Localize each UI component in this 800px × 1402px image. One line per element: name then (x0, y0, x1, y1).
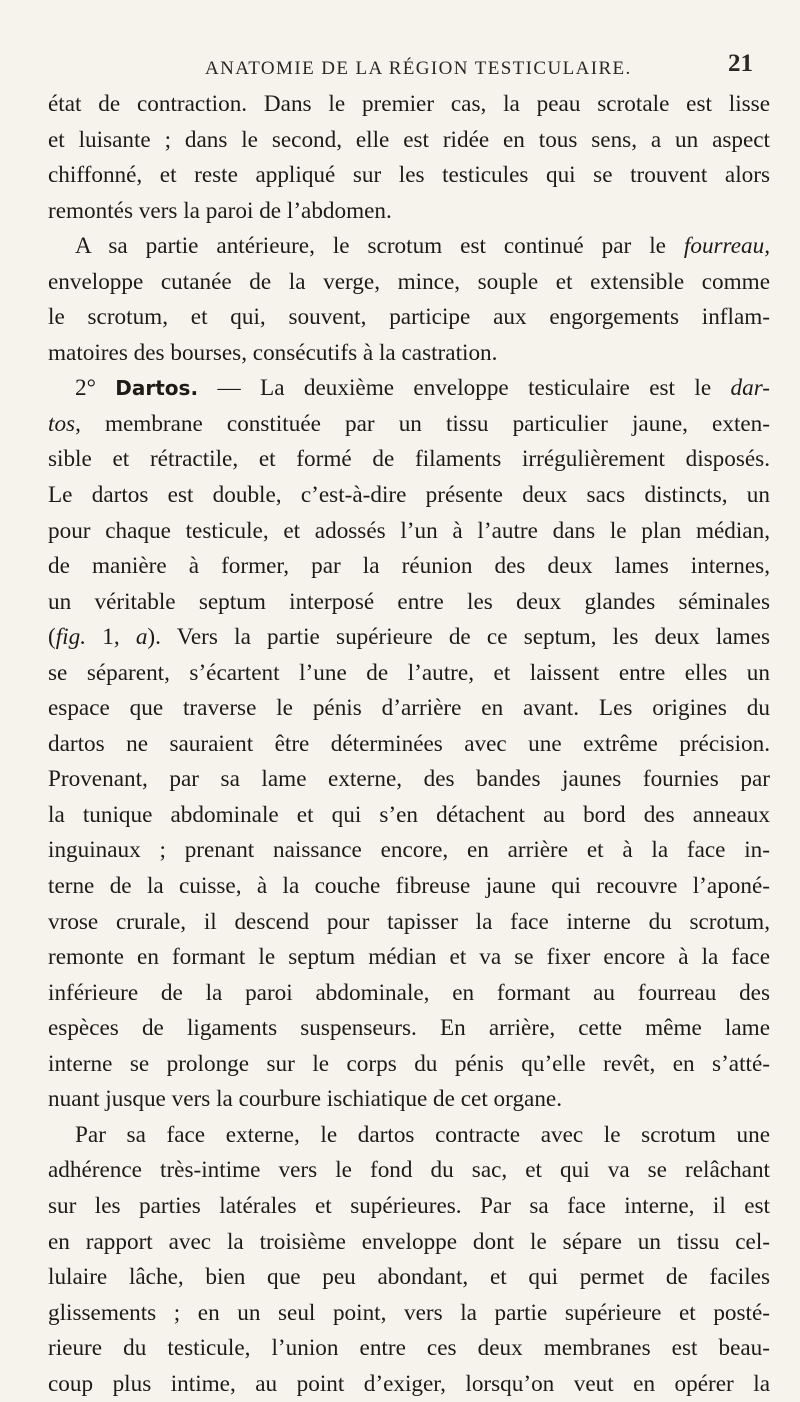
text-line (48, 1189, 770, 1225)
text-run: — La deuxième enveloppe testiculaire est le (198, 375, 731, 402)
text-line (48, 229, 770, 265)
text-line (48, 123, 770, 159)
text-run: un véritable septum interposé entre les deux glandes séminales (48, 588, 770, 615)
body-text (48, 87, 770, 1402)
text-run: de manière à former, par la réunion des deux lames internes, (48, 553, 770, 580)
text-line (48, 1331, 770, 1367)
italic-term: fig. (55, 624, 87, 651)
text-line (48, 691, 770, 727)
page-number: 21 (728, 50, 753, 77)
text-run: pour chaque testicule, et adossés l’un à l’autre dans le plan médian, (48, 517, 770, 544)
text-run: Par sa face externe, le dartos contracte avec le scrotum une (75, 1121, 770, 1148)
text-run: le scrotum, et qui, souvent, participe aux engorgements inflam- (48, 304, 770, 331)
text-line (48, 727, 770, 763)
text-run: terne de la cuisse, à la couche fibreuse jaune qui recouvre l’aponé- (48, 873, 770, 900)
text-run: adhérence très-intime vers le fond du sac, et qui va se relâchant (48, 1157, 770, 1184)
text-run: inférieure de la paroi abdominale, en formant au fourreau des (48, 979, 770, 1006)
text-run: ). Vers la partie supérieure de ce septum, les deux lames (147, 624, 770, 651)
text-run: rieure du testicule, l’union entre ces deux membranes est beau- (48, 1335, 770, 1362)
text-run: lulaire lâche, bien que peu abondant, et qui permet de faciles (48, 1264, 770, 1291)
text-line (48, 940, 770, 976)
text-line (48, 442, 770, 478)
text-line (48, 1011, 770, 1047)
text-run: sur les parties latérales et supérieures. Par sa face interne, il est (48, 1192, 770, 1219)
text-line (48, 620, 770, 656)
section-heading: Dartos. (115, 376, 199, 401)
text-run: dartos ne sauraient être déterminées avec une extrême précision. (48, 730, 770, 757)
text-run: matoires des bourses, consécutifs à la castration. (48, 339, 498, 366)
text-line (48, 1260, 770, 1296)
text-run: , membrane constituée par un tissu particulier jaune, exten- (75, 410, 770, 437)
text-line (48, 1118, 770, 1154)
text-run: 1, (86, 624, 136, 651)
text-run: en rapport avec la troisième enveloppe dont le sépare un tissu cel- (48, 1228, 770, 1255)
text-run: chiffonné, et reste appliqué sur les testicules qui se trouvent alors (48, 162, 770, 189)
text-run: A sa partie antérieure, le scrotum est continué par le (75, 233, 684, 260)
text-line (48, 1047, 770, 1083)
text-line (48, 265, 770, 301)
text-run: 2° (75, 375, 116, 402)
text-line (48, 158, 770, 194)
text-line (48, 300, 770, 336)
text-run: nuant jusque vers la courbure ischiatique de cet organe. (48, 1086, 563, 1113)
italic-term: tos (48, 410, 76, 437)
text-line (48, 1082, 770, 1118)
text-line (48, 478, 770, 514)
text-run: Le dartos est double, c’est-à-dire présente deux sacs distincts, un (48, 482, 770, 509)
text-run: état de contraction. Dans le premier cas, la peau scrotale est lisse (48, 91, 770, 117)
running-title: ANATOMIE DE LA RÉGION TESTICULAIRE. (205, 58, 632, 79)
text-line (48, 549, 770, 585)
text-line (48, 194, 770, 230)
text-run: enveloppe cutanée de la verge, mince, souple et extensible comme (48, 268, 770, 295)
text-line (48, 1225, 770, 1261)
text-run: espace que traverse le pénis d’arrière en avant. Les origines du (48, 695, 770, 722)
text-line (48, 336, 770, 372)
text-run: remontés vers la paroi de l’abdomen. (48, 197, 392, 224)
italic-term: a (135, 624, 148, 651)
text-run: Provenant, par sa lame externe, des bandes jaunes fournies par (48, 766, 770, 793)
text-run: remonte en formant le septum médian et va se fixer encore à la face (48, 944, 770, 971)
text-run: glissements ; en un seul point, vers la partie supérieure et posté- (48, 1299, 770, 1326)
text-line (48, 407, 770, 443)
text-run: espèces de ligaments suspenseurs. En arrière, cette même lame (48, 1015, 770, 1042)
text-line (48, 514, 770, 550)
text-line (48, 371, 770, 407)
text-run: interne se prolonge sur le corps du pénis qu’elle revêt, en s’atté- (48, 1050, 770, 1077)
text-run: se séparent, s’écartent l’une de l’autre, et laissent entre elles un (48, 659, 770, 686)
italic-term: dar- (730, 375, 770, 402)
text-line (48, 833, 770, 869)
text-line (48, 1153, 770, 1189)
text-run: la tunique abdominale et qui s’en détachent au bord des anneaux (48, 801, 770, 828)
text-run: et luisante ; dans le second, elle est ridée en tous sens, a un aspect (48, 126, 770, 153)
text-line (48, 976, 770, 1012)
text-run: vrose crurale, il descend pour tapisser la face interne du scrotum, (48, 908, 770, 935)
text-run: sible et rétractile, et formé de filaments irrégulièrement disposés. (48, 446, 770, 473)
text-line (48, 798, 770, 834)
text-line (48, 1367, 770, 1402)
text-line (48, 905, 770, 941)
text-line (48, 585, 770, 621)
text-run: coup plus intime, au point d’exiger, lorsqu’on veut en opérer la (48, 1370, 770, 1397)
text-line (48, 87, 770, 123)
text-line (48, 869, 770, 905)
text-line (48, 656, 770, 692)
italic-term: fourreau, (683, 233, 770, 260)
text-run: ( (48, 624, 56, 651)
text-run: inguinaux ; prenant naissance encore, en arrière et à la face in- (48, 837, 770, 864)
text-line (48, 1296, 770, 1332)
text-line (48, 762, 770, 798)
